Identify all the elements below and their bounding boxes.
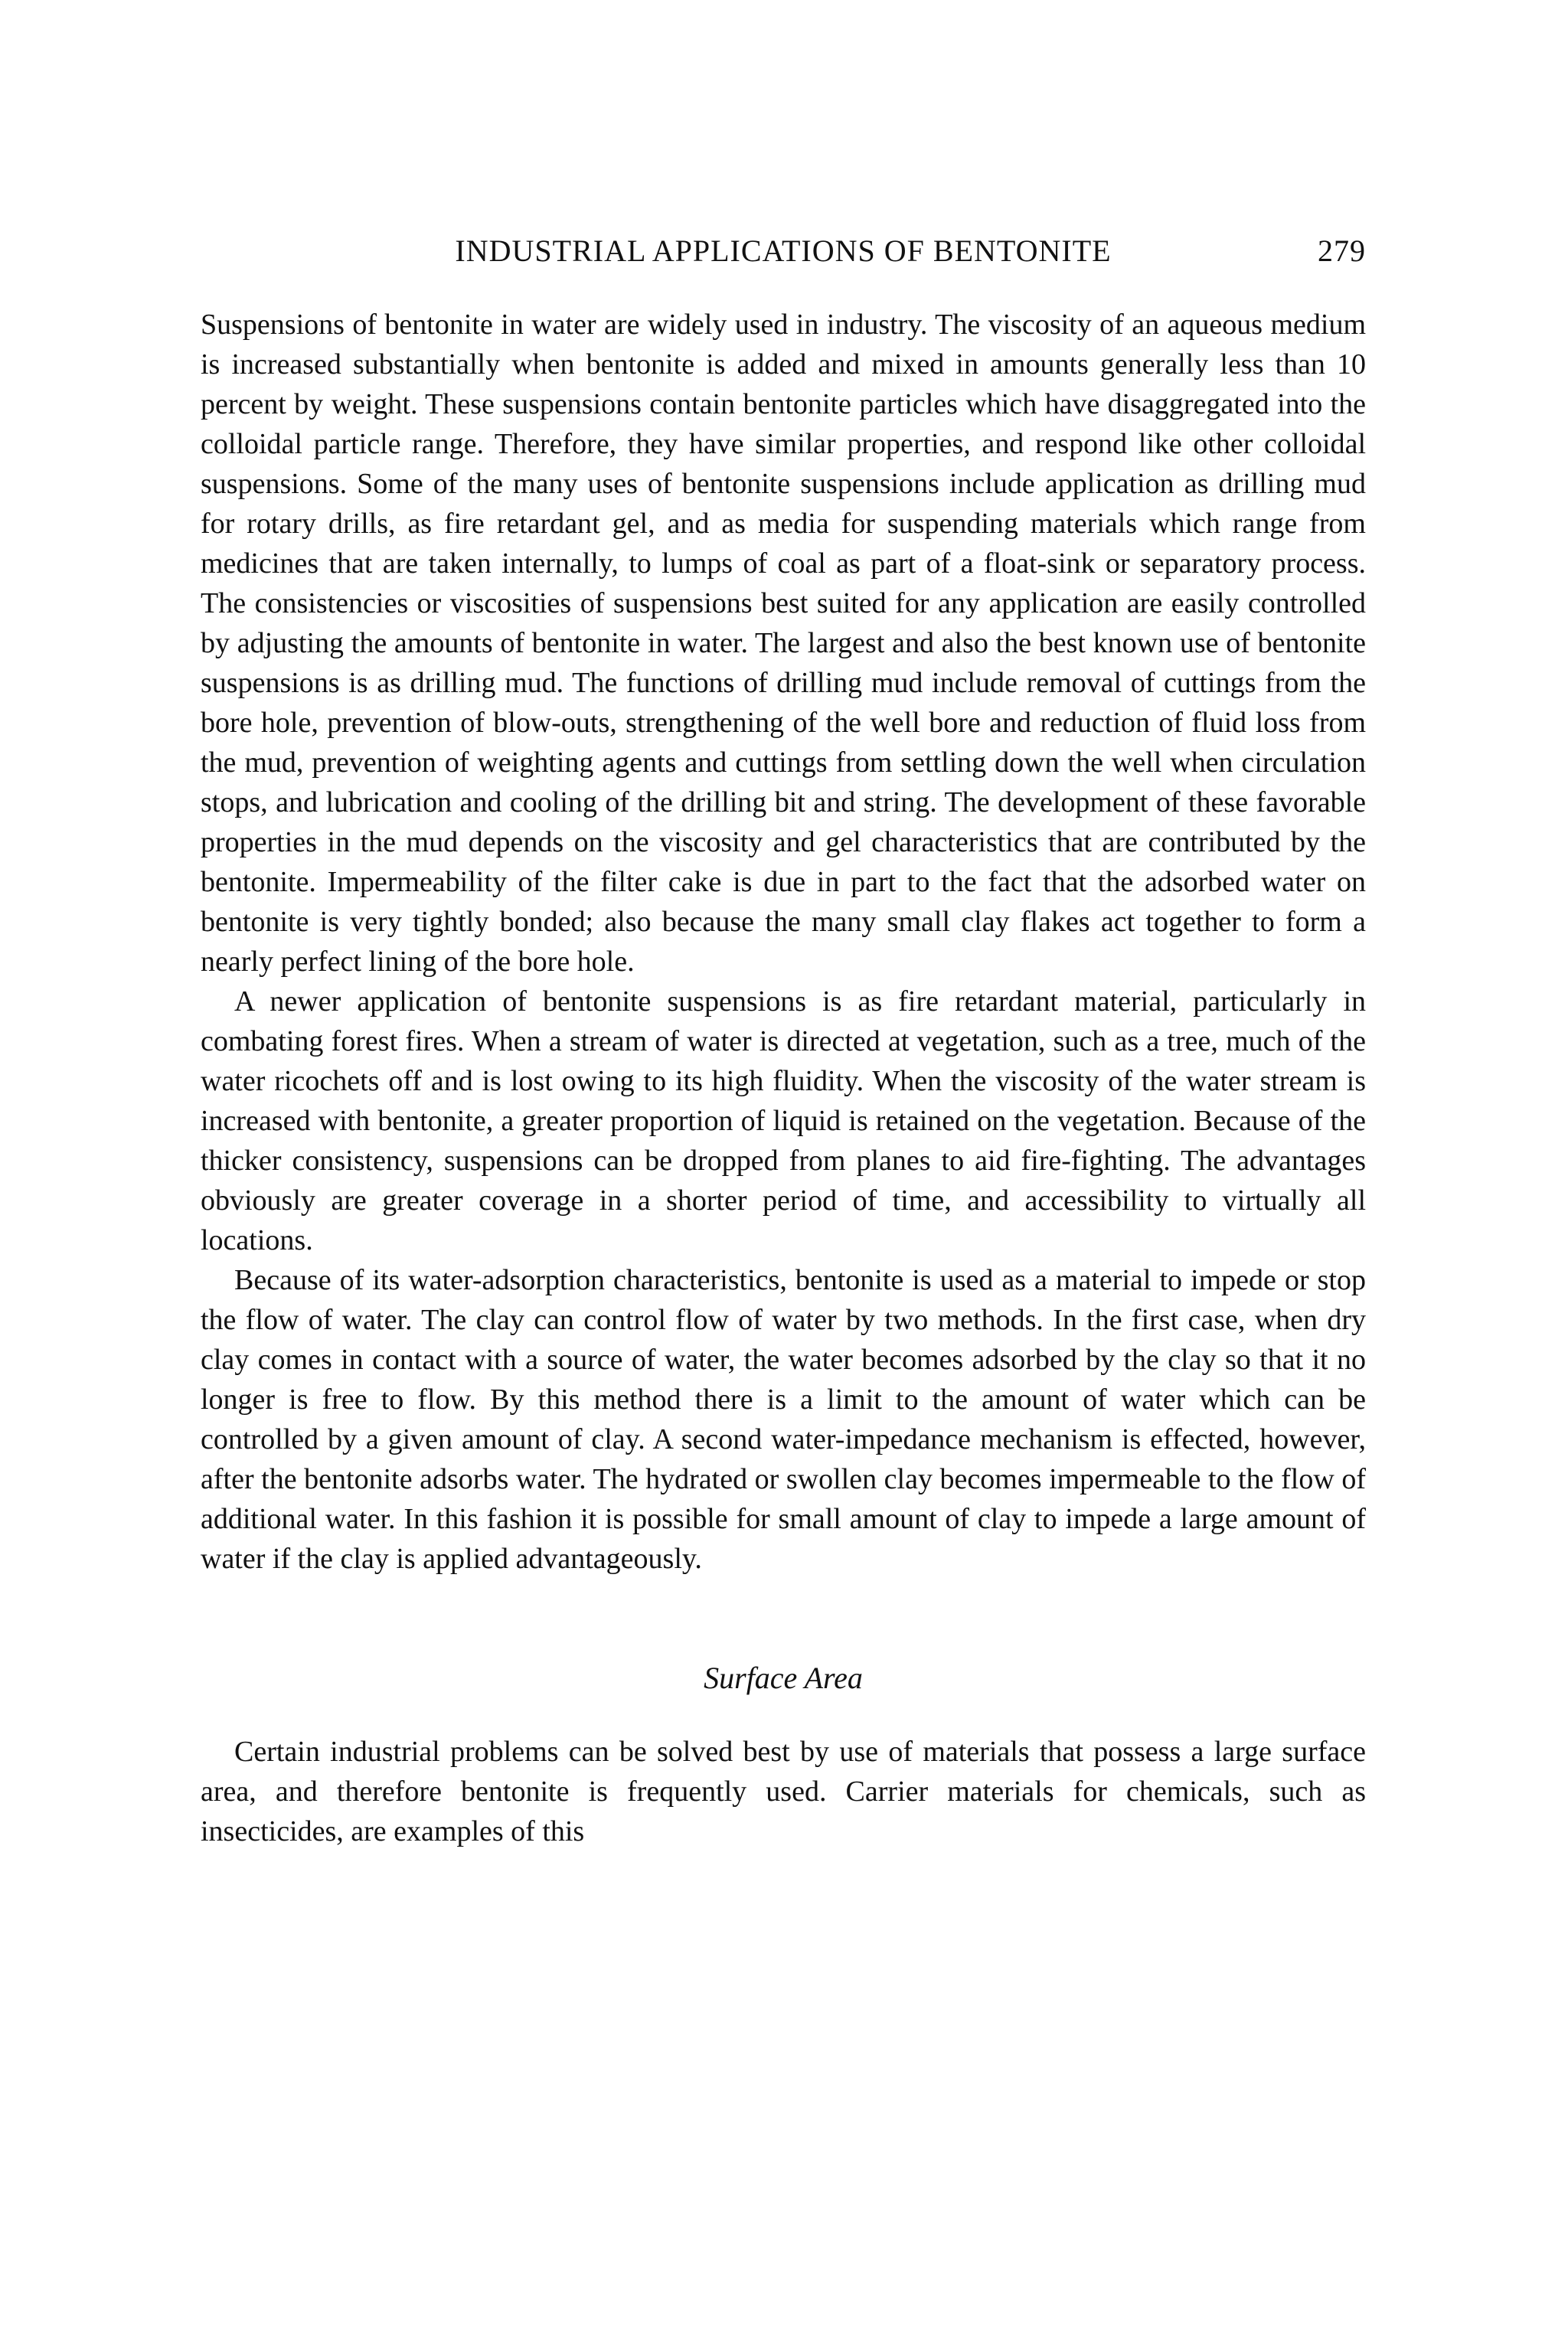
section-heading: Surface Area	[704, 1661, 863, 1695]
section-text	[201, 1732, 1366, 1851]
running-header	[201, 230, 1366, 273]
book-page	[201, 230, 1366, 1851]
paragraph-water-impedance: Because of its water-adsorption characteristics, bentonite is used as a material to impede or stop the flow of water. The clay can control flow of water by two methods. In the first case, when dry clay comes in contact with a source of water, the water becomes adsorbed by the clay so that it no longer is free to flow. By this method there is a limit to the amount of water which can be controlled by a given amount of clay. A second water-impedance mechanism is effected, however, after the bentonite adsorbs water. The hydrated or swollen clay becomes impermeable to the flow of additional water. In this fashion it is possible for small amount of clay to impede a large amount of water if the clay is applied advantageously.	[201, 1264, 1366, 1575]
paragraph-fire-retardant: A newer application of bentonite suspensions is as fire retardant material, particularly in combating forest fires. When a stream of water is directed at vegetation, such as a tree, much of the water ricochets off and is lost owing to its high fluidity. When the viscosity of the water stream is increased with bentonite, a greater proportion of liquid is retained on the vegetation. Because of the thicker consistency, suspensions can be dropped from planes to aid fire-fighting. The advantages obviously are greater coverage in a shorter period of time, and accessibility to virtually all locations.	[201, 985, 1366, 1256]
paragraph-surface-area: Certain industrial problems can be solved best by use of materials that possess a large surface area, and therefore bentonite is frequently used. Carrier materials for chemicals, such as insecticides, are examples of this	[201, 1736, 1366, 1847]
page-number: 279	[1318, 234, 1366, 268]
paragraph-bentonite-suspensions: Suspensions of bentonite in water are widely used in industry. The viscosity of an aqueous medium is increased substantially when bentonite is added and mixed in amounts generally less than 10 percent by weight. These suspensions contain bentonite particles which have disaggregated into the colloidal particle range. Therefore, they have similar properties, and respond like other colloidal suspensions. Some of the many uses of bentonite suspensions include application as drilling mud for rotary drills, as fire retardant gel, and as media for suspending materials which range from medicines that are taken internally, to lumps of coal as part of a float-sink or separatory process. The consistencies or viscosities of suspensions best suited for any application are easily controlled by adjusting the amounts of bentonite in water. The largest and also the best known use of bentonite suspensions is as drilling mud. The functions of drilling mud include removal of cuttings from the bore hole, prevention of blow-outs, strengthening of the well bore and reduction of fluid loss from the mud, prevention of weighting agents and cuttings from settling down the well when circulation stops, and lubrication and cooling of the drilling bit and string. The development of these favorable properties in the mud depends on the viscosity and gel characteristics that are contributed by the bentonite. Impermeability of the filter cake is due in part to the fact that the adsorbed water on bentonite is very tightly bonded; also because the many small clay flakes act together to form a nearly perfect lining of the bore hole.	[201, 309, 1366, 978]
main-text	[201, 305, 1366, 1579]
running-title: INDUSTRIAL APPLICATIONS OF BENTONITE	[455, 234, 1112, 268]
